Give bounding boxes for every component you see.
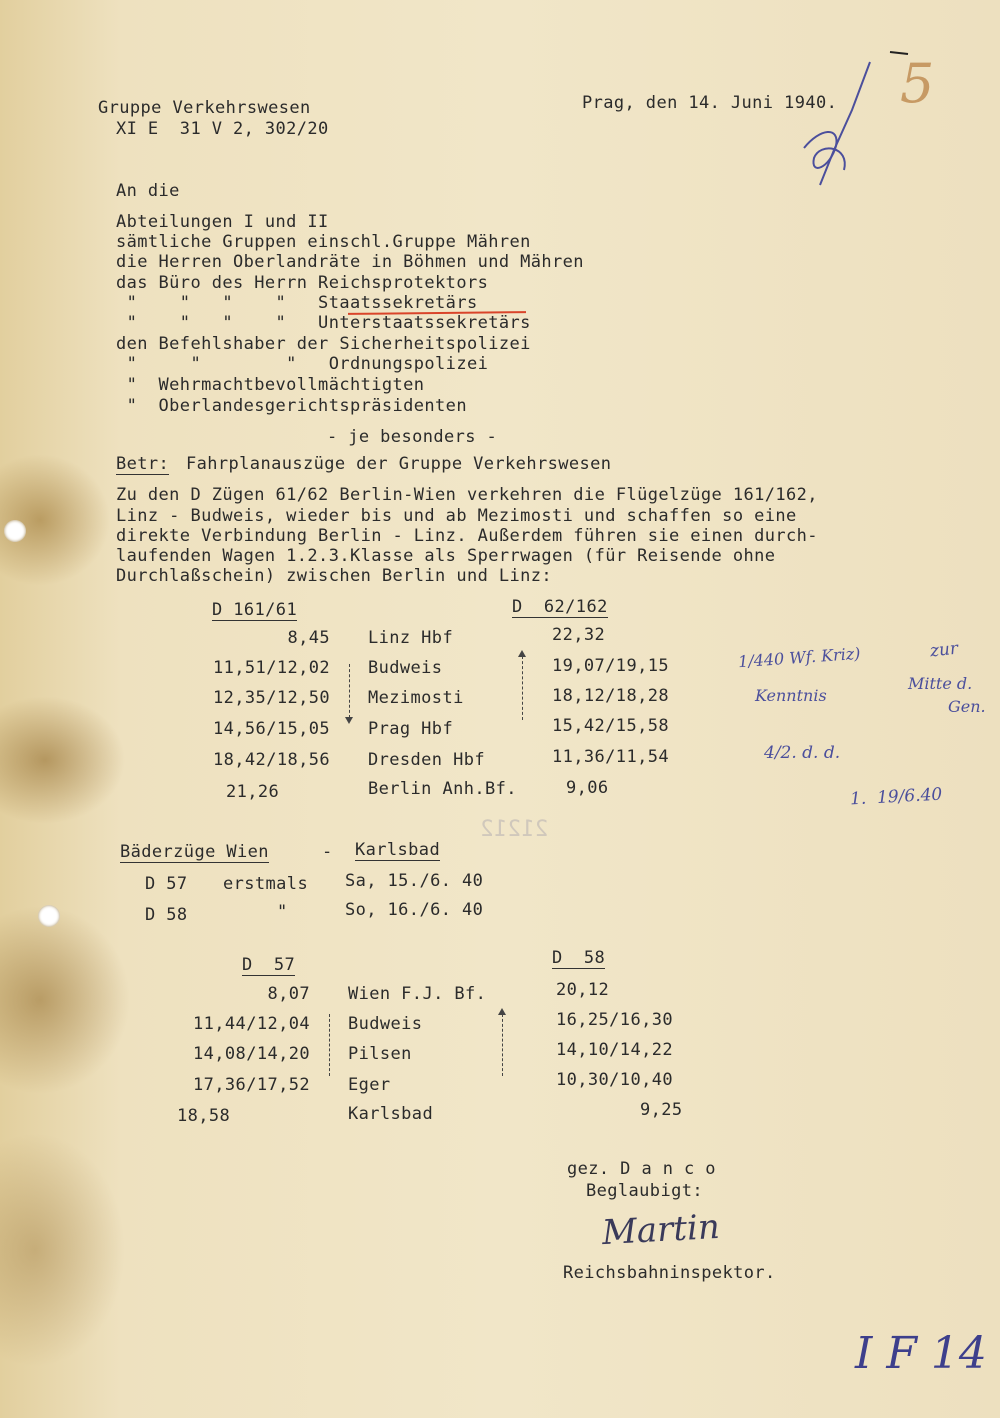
addressee-line: die Herren Oberlandräte in Böhmen und Mähren bbox=[116, 252, 584, 272]
initial-mark bbox=[770, 50, 910, 200]
spa-train-date: Sa, 15./6. 40 bbox=[345, 871, 484, 891]
top-mark-number: 5 bbox=[900, 52, 935, 115]
spa-train-note: erstmals bbox=[223, 874, 309, 894]
punch-hole-top bbox=[4, 520, 26, 542]
body-line: direkte Verbindung Berlin - Linz. Außerdem führen sie einen durch- bbox=[116, 526, 818, 546]
timetable2-left-time: 11,44/12,04 bbox=[193, 1014, 310, 1034]
margin-note: zur bbox=[929, 638, 960, 662]
faint-stamp: 21212 bbox=[480, 817, 549, 842]
margin-note: Kenntnis bbox=[755, 686, 827, 705]
timetable1-station: Mezimosti bbox=[368, 688, 464, 708]
spa-trains-title-right: Karlsbad bbox=[355, 840, 441, 860]
timetable2-right-time: 10,30/10,40 bbox=[556, 1070, 673, 1090]
subject-label: Betr: bbox=[116, 454, 170, 474]
timetable2-station: Eger bbox=[348, 1075, 391, 1095]
timetable2-left-time: 8,07 bbox=[267, 984, 310, 1004]
timetable1-station: Linz Hbf bbox=[368, 628, 454, 648]
group-name: Gruppe Verkehrswesen bbox=[98, 98, 311, 118]
addressee-line: das Büro des Herrn Reichsprotektors bbox=[116, 273, 489, 293]
spa-trains-title-left: Bäderzüge Wien bbox=[120, 842, 269, 862]
margin-note: Gen. bbox=[948, 697, 986, 716]
margin-note: Mitte d. bbox=[908, 674, 973, 693]
timetable2-station: Wien F.J. Bf. bbox=[348, 984, 487, 1004]
timetable2-header-right: D 58 bbox=[552, 948, 606, 968]
timetable2-left-time: 18,58 bbox=[177, 1106, 231, 1126]
place-date: Prag, den 14. Juni 1940. bbox=[582, 93, 838, 113]
timetable1-station: Budweis bbox=[368, 658, 443, 678]
addressee-line: " Wehrmachtbevollmächtigten bbox=[116, 375, 425, 395]
handwritten-signature: Martin bbox=[601, 1206, 721, 1254]
signer-title: Reichsbahninspektor. bbox=[563, 1263, 776, 1283]
spa-trains-title-dash: - bbox=[322, 842, 333, 862]
timetable2-right-time: 16,25/16,30 bbox=[556, 1010, 673, 1030]
spa-train-number: D 57 bbox=[145, 874, 188, 894]
addressee-line: " " " " Staatssekretärs bbox=[116, 293, 478, 313]
arrow-up-icon bbox=[522, 656, 523, 720]
addressee-line: " " " " Unterstaatssekretärs bbox=[116, 313, 531, 333]
timetable1-header-right: D 62/162 bbox=[512, 597, 608, 617]
timetable2-right-time: 9,25 bbox=[640, 1100, 683, 1120]
timetable2-station: Budweis bbox=[348, 1014, 423, 1034]
timetable1-header-left: D 161/61 bbox=[212, 600, 298, 620]
punch-hole-bottom bbox=[38, 905, 60, 927]
timetable1-left-time: 14,56/15,05 bbox=[213, 719, 330, 739]
margin-note: 1/440 Wf. Kriz) bbox=[737, 643, 862, 672]
timetable1-left-time: 11,51/12,02 bbox=[213, 658, 330, 678]
timetable2-header-left: D 57 bbox=[242, 955, 296, 975]
signed-by: gez. D a n c o bbox=[567, 1159, 716, 1179]
addressee-intro: An die bbox=[116, 181, 180, 201]
timetable1-station: Prag Hbf bbox=[368, 719, 454, 739]
certified-label: Beglaubigt: bbox=[586, 1181, 703, 1201]
timetable1-left-time: 8,45 bbox=[287, 628, 330, 648]
spa-train-date: So, 16./6. 40 bbox=[345, 900, 484, 920]
margin-note: 1. 19/6.40 bbox=[849, 784, 943, 810]
addressee-line: Abteilungen I und II bbox=[116, 212, 329, 232]
body-line: laufenden Wagen 1.2.3.Klasse als Sperrwagen (für Reisende ohne bbox=[116, 546, 776, 566]
timetable2-left-time: 17,36/17,52 bbox=[193, 1075, 310, 1095]
timetable2-right-time: 20,12 bbox=[556, 980, 610, 1000]
timetable1-right-time: 11,36/11,54 bbox=[552, 747, 669, 767]
addressee-line: sämtliche Gruppen einschl.Gruppe Mähren bbox=[116, 232, 531, 252]
timetable2-left-time: 14,08/14,20 bbox=[193, 1044, 310, 1064]
timetable1-right-time: 9,06 bbox=[566, 778, 609, 798]
body-line: Durchlaßschein) zwischen Berlin und Linz: bbox=[116, 566, 553, 586]
addressee-line: " " " Ordnungspolizei bbox=[116, 354, 489, 374]
timetable1-right-time: 18,12/18,28 bbox=[552, 686, 669, 706]
arrow-down-icon bbox=[329, 1014, 330, 1076]
timetable2-right-time: 14,10/14,22 bbox=[556, 1040, 673, 1060]
spa-train-note: " bbox=[277, 902, 288, 922]
timetable1-right-time: 19,07/19,15 bbox=[552, 656, 669, 676]
arrow-down-icon bbox=[349, 664, 350, 718]
margin-note: 4/2. d. d. bbox=[764, 743, 841, 763]
timetable1-right-time: 15,42/15,58 bbox=[552, 716, 669, 736]
body-line: Zu den D Zügen 61/62 Berlin-Wien verkehren die Flügelzüge 161/162, bbox=[116, 485, 818, 505]
timetable2-station: Pilsen bbox=[348, 1044, 412, 1064]
timetable1-left-time: 12,35/12,50 bbox=[213, 688, 330, 708]
addressee-line: den Befehlshaber der Sicherheitspolizei bbox=[116, 334, 531, 354]
timetable1-station: Berlin Anh.Bf. bbox=[368, 779, 517, 799]
body-line: Linz - Budweis, wieder bis und ab Mezimosti und schaffen so eine bbox=[116, 506, 797, 526]
arrow-up-icon bbox=[502, 1014, 503, 1076]
timetable1-left-time: 21,26 bbox=[226, 782, 280, 802]
separately-note: - je besonders - bbox=[327, 427, 498, 447]
subject-text: Fahrplanauszüge der Gruppe Verkehrswesen bbox=[186, 454, 612, 474]
spa-train-number: D 58 bbox=[145, 905, 188, 925]
timetable1-left-time: 18,42/18,56 bbox=[213, 750, 330, 770]
timetable2-station: Karlsbad bbox=[348, 1104, 434, 1124]
timetable1-station: Dresden Hbf bbox=[368, 750, 485, 770]
reference-number: XI E 31 V 2, 302/20 bbox=[116, 119, 329, 139]
timetable1-right-time: 22,32 bbox=[552, 625, 606, 645]
folio-mark: I F 14 bbox=[855, 1328, 987, 1379]
addressee-line: " Oberlandesgerichtspräsidenten bbox=[116, 396, 467, 416]
